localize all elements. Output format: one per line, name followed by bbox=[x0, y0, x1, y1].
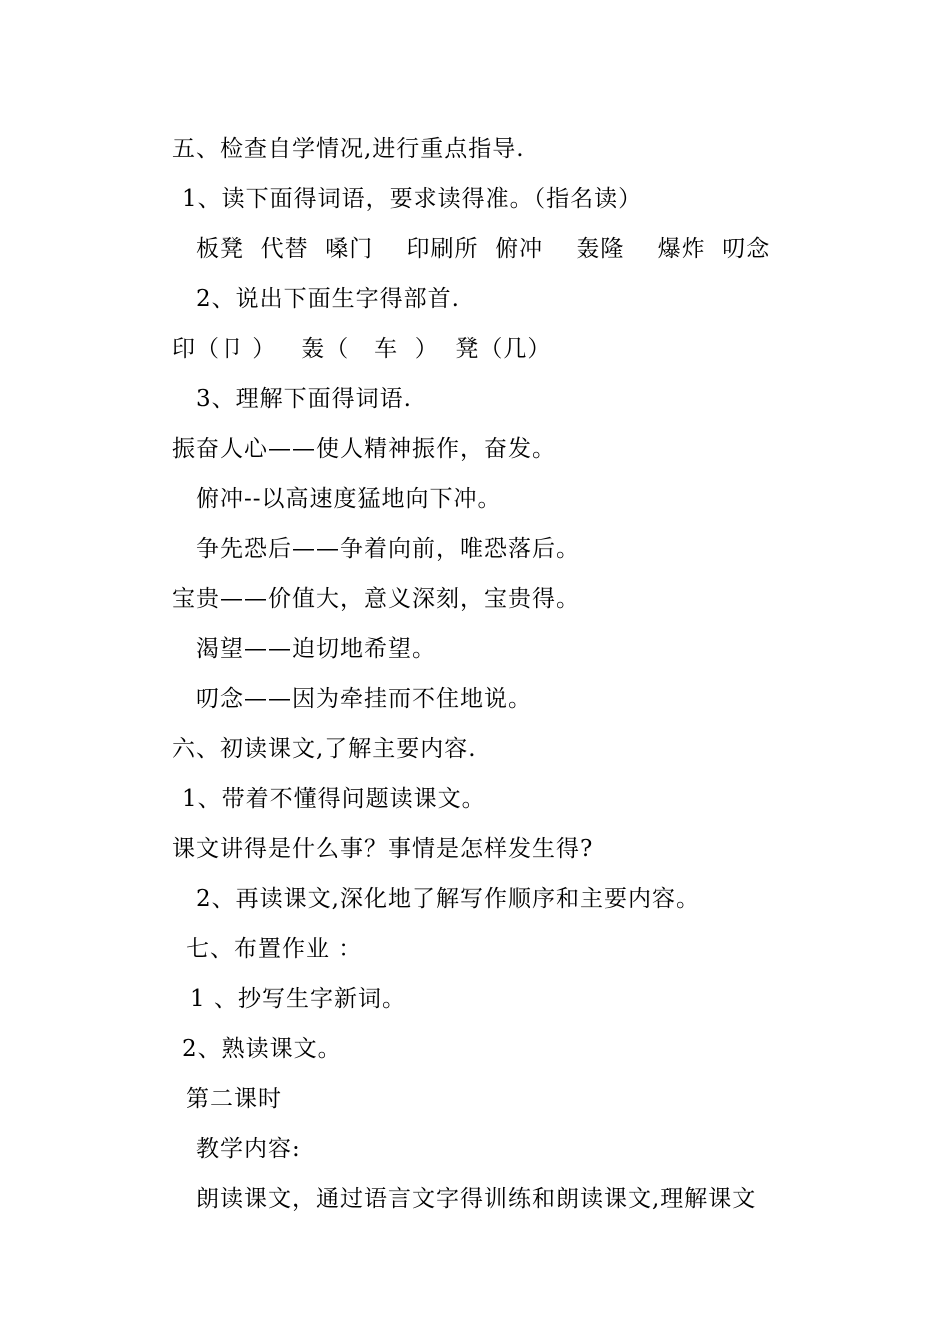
homework-1: 1 、抄写生字新词。 bbox=[190, 986, 406, 1012]
item-3-instruction: 3、理解下面得词语. bbox=[196, 386, 412, 412]
item-1-instruction: 1、读下面得词语，要求读得准。（指名读） bbox=[182, 186, 643, 212]
reading-question: 课文讲得是什么事？事情是怎样发生得? bbox=[172, 836, 594, 862]
definition-4: 宝贵——价值大，意义深刻，宝贵得。 bbox=[172, 586, 580, 612]
reading-step-1: 1、带着不懂得问题读课文。 bbox=[182, 786, 486, 812]
radical-answers: 印（卩 ） 轰（ 车 ） 凳（几） bbox=[172, 336, 552, 362]
definition-2: 俯冲--以高速度猛地向下冲。 bbox=[196, 486, 502, 512]
second-lesson-heading: 第二课时 bbox=[186, 1086, 282, 1112]
definition-1: 振奋人心——使人精神振作，奋发。 bbox=[172, 436, 556, 462]
section-heading-7: 七、布置作业 ： bbox=[186, 936, 363, 962]
homework-2: 2、熟读课文。 bbox=[182, 1036, 342, 1062]
definition-6: 叨念——因为牵挂而不住地说。 bbox=[196, 686, 532, 712]
item-2-instruction: 2、说出下面生字得部首. bbox=[196, 286, 460, 312]
reading-step-2: 2、再读课文,深化地了解写作顺序和主要内容。 bbox=[196, 886, 700, 912]
vocabulary-list: 板凳 代替 嗓门 印刷所 俯冲 轰隆 爆炸 叨念 bbox=[196, 236, 771, 262]
section-heading-6: 六、初读课文,了解主要内容. bbox=[172, 736, 477, 762]
definition-5: 渴望——迫切地希望。 bbox=[196, 636, 436, 662]
definition-3: 争先恐后——争着向前，唯恐落后。 bbox=[196, 536, 580, 562]
teaching-content-label: 教学内容: bbox=[196, 1136, 301, 1162]
teaching-content-text: 朗读课文，通过语言文字得训练和朗读课文,理解课文 bbox=[196, 1186, 757, 1212]
section-heading-5: 五、检查自学情况,进行重点指导. bbox=[172, 136, 525, 162]
